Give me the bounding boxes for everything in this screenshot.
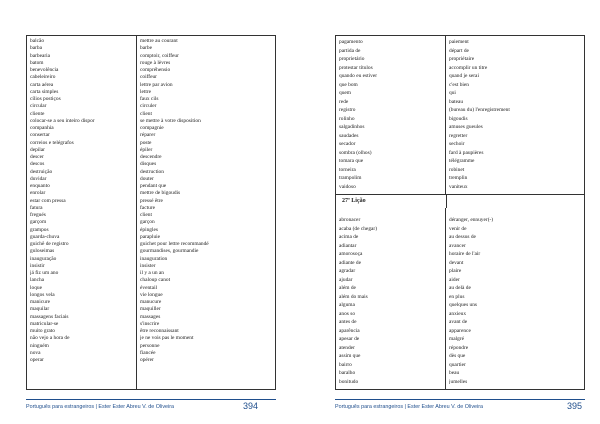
vocab-entry: muito grato <box>30 328 56 334</box>
vocab-entry: rede <box>339 98 349 105</box>
vocab-entry: bigoudis <box>449 115 468 122</box>
vocab-entry: salgadinhos <box>339 124 365 130</box>
vocab-entry: partida de <box>339 47 361 54</box>
vocab-entry: apparence <box>449 327 471 334</box>
vocab-entry: personne <box>140 342 160 349</box>
vocab-entry: anxieux <box>449 310 467 317</box>
vocab-entry: poste <box>140 139 152 146</box>
vocab-entry: bateau <box>449 98 464 105</box>
vocab-entry: adiante de <box>339 259 361 266</box>
vocab-entry: au dessus de <box>449 234 476 240</box>
vocab-entry: ajudar <box>339 276 353 283</box>
vocab-entry: insistir <box>30 262 45 269</box>
vocab-entry: devant <box>449 259 464 266</box>
vocab-entry: sechoir <box>449 141 465 147</box>
vocab-entry: mettre de bigoudis <box>140 190 181 197</box>
vocab-entry: enquanto <box>30 183 50 189</box>
vocab-entry: longos vela <box>30 291 55 298</box>
vocab-entry: disques <box>140 161 157 168</box>
vocab-entry: cabeleireiro <box>30 74 56 81</box>
vocab-entry: estar com pressa <box>30 197 66 204</box>
vocab-entry: enrolar <box>30 190 46 197</box>
footer-rule <box>26 399 276 400</box>
vocab-entry: barbe <box>140 45 152 52</box>
vocab-entry: inauguration <box>140 255 168 262</box>
vocab-entry: bonitudo <box>339 378 359 385</box>
vocab-entry: loque <box>30 284 42 291</box>
vocab-entry: cílios postiços <box>30 96 61 102</box>
vocab-entry: guichet pour lettre recommandé <box>140 241 209 247</box>
vocab-entry: destruição <box>30 168 53 175</box>
vocab-entry: horaire de l'air <box>449 251 481 257</box>
footer-rule <box>335 399 585 400</box>
vocab-entry: atender <box>339 344 355 351</box>
vocab-entry: lancha <box>30 277 45 284</box>
vocab-entry: comptoir, coiffeur <box>140 52 179 59</box>
vocab-entry: descendre <box>140 154 162 160</box>
column-rule <box>446 194 447 208</box>
vocab-entry: (bureau du) l'enregistrement <box>449 107 510 113</box>
vocab-entry: je ne vois pas le moment <box>140 335 194 342</box>
bottom-section <box>336 208 586 389</box>
vocab-entry: pagamento <box>339 39 363 45</box>
vocab-entry: que bom <box>339 81 358 88</box>
vocab-entry: acima de <box>339 234 359 240</box>
vocab-entry: amuses gueules <box>449 124 483 130</box>
vocab-entry: adiantar <box>339 242 357 249</box>
vocab-entry: réparer <box>140 132 156 139</box>
vocab-entry: parapluie <box>140 233 161 240</box>
vocab-entry: venir de <box>449 225 467 232</box>
vocab-entry: tremplin <box>449 175 468 181</box>
vocab-entry: descos <box>30 161 45 168</box>
vocab-entry: compréhensio <box>140 67 171 73</box>
vocab-entry: insister <box>140 262 156 269</box>
top-section <box>336 36 586 194</box>
vocab-entry: compagnie <box>140 125 164 131</box>
vocab-entry: pressé être <box>140 197 163 204</box>
vocab-entry: carta simples <box>30 88 59 95</box>
vocab-entry: c'est bien <box>449 81 469 88</box>
vocab-entry: accomplir un titre <box>449 64 488 71</box>
vocab-entry: grampos <box>30 226 49 233</box>
vocab-entry: dès que <box>449 353 466 359</box>
vocab-entry: il y a un an <box>140 270 164 276</box>
vocab-entry: garçom <box>30 219 47 226</box>
vocab-entry: chaloup canot <box>140 277 171 284</box>
vocab-entry: épingles <box>140 226 158 233</box>
vocab-entry: circuler <box>140 103 157 110</box>
vocab-entry: agradar <box>339 268 356 274</box>
vocab-entry: secador <box>339 141 356 147</box>
vocab-entry: fiancée <box>140 349 156 356</box>
vocab-entry: nova <box>30 349 41 356</box>
vocab-entry: regretter <box>449 132 468 139</box>
vocab-entry: vaidoso <box>339 183 356 190</box>
vocab-entry: destruction <box>140 168 164 175</box>
vocab-entry: sombra (olhos) <box>339 149 372 156</box>
vocab-entry: maquilar <box>30 306 50 313</box>
vocab-entry: jumelles <box>449 378 468 385</box>
vocab-entry: operar <box>30 357 44 363</box>
vocab-entry: propriétaire <box>449 56 475 62</box>
vocab-entry: torneira <box>339 166 356 173</box>
vocab-entry: não vejo a hora de <box>30 335 70 342</box>
portuguese-column <box>27 36 137 389</box>
vocab-entry: correios e telégrafos <box>30 139 74 146</box>
vocab-entry: maquiller <box>140 306 161 313</box>
vocab-entry: cliente <box>30 110 45 117</box>
vocab-entry: abronacer <box>339 217 361 223</box>
vocab-entry: baralho <box>339 370 356 376</box>
vocab-entry: paiement <box>449 39 469 45</box>
vocab-entry: massages <box>140 313 161 320</box>
vocab-entry: mettre au courant <box>140 38 178 44</box>
vocab-entry: quand je serai <box>449 73 479 79</box>
vocab-entry: vaniteux <box>449 183 468 190</box>
vocab-entry: guarda-chuva <box>30 233 60 240</box>
vocab-entry: fregués <box>30 212 46 218</box>
vocab-entry: depilar <box>30 146 45 153</box>
vocab-entry: descer <box>30 154 44 160</box>
vocab-entry: protestar títulos <box>339 64 373 71</box>
vocab-entry: trampolim <box>339 175 362 181</box>
page-number: 394 <box>243 401 259 411</box>
vocabulary-table-right <box>335 35 585 390</box>
vocab-entry: circular <box>30 103 47 110</box>
french-column <box>137 36 275 389</box>
vocab-entry: lettre par avion <box>140 81 173 88</box>
vocab-entry: fard à paupières <box>449 149 484 156</box>
vocab-entry: registro <box>339 107 356 113</box>
vocab-entry: assim que <box>339 353 361 359</box>
vocab-entry: bairro <box>339 361 352 368</box>
vocab-entry: douter <box>140 175 154 182</box>
vocab-entry: garçon <box>140 219 155 226</box>
vocab-entry: companhia <box>30 125 54 131</box>
vocab-entry: além de <box>339 285 356 291</box>
vocab-entry: matricular-se <box>30 320 59 327</box>
vocab-entry: alguma <box>339 302 355 308</box>
vocab-entry: benevolência <box>30 67 59 73</box>
vocab-entry: manicure <box>30 299 51 305</box>
vocab-entry: client <box>140 110 152 117</box>
vocab-entry: facture <box>140 204 155 211</box>
vocab-entry: avancer <box>449 242 466 249</box>
vocab-entry: rouge à lèvres <box>140 59 171 66</box>
vocab-entry: além do mais <box>339 293 368 300</box>
lesson-title: 27ª Lição <box>342 198 366 204</box>
vocab-entry: anos so <box>339 310 356 317</box>
vocab-entry: tomara que <box>339 158 364 164</box>
vocab-entry: coiffeur <box>140 74 157 81</box>
vocab-entry: se mettre à votre disposition <box>140 117 201 124</box>
vocab-entry: lettre <box>140 88 152 95</box>
vocab-entry: vie longue <box>140 291 163 298</box>
vocab-entry: au delà de <box>449 285 471 291</box>
vocab-entry: être reconnaissant <box>140 328 179 334</box>
vocab-entry: télégramme <box>449 158 475 164</box>
vocab-entry: ninguém <box>30 342 49 349</box>
vocab-entry: proprietário <box>339 56 365 62</box>
vocab-entry: en plus <box>449 293 465 300</box>
vocab-entry: batom <box>30 59 44 66</box>
vocab-entry: gourmandises, gourmandie <box>140 248 199 255</box>
section-divider <box>336 194 584 195</box>
vocab-entry: s'inscrire <box>140 320 160 327</box>
vocab-entry: robinet <box>449 166 465 173</box>
vocabulary-table-left <box>26 35 276 390</box>
footer-text: Português para estrangeiros | Ester Ester Abreu V. de Oliveira <box>26 404 175 410</box>
vocab-entry: quelques uns <box>449 302 477 308</box>
vocab-entry: avant de <box>449 319 468 325</box>
vocab-entry: carta aérea <box>30 81 54 88</box>
vocab-entry: faux cils <box>140 96 159 102</box>
vocab-entry: duvidar <box>30 175 47 182</box>
vocab-entry: apesar de <box>339 336 360 342</box>
vocab-entry: antes de <box>339 319 357 325</box>
vocab-entry: guloseimas <box>30 248 55 255</box>
vocab-entry: aider <box>449 276 460 283</box>
french-column <box>446 208 586 389</box>
vocab-entry: barbearia <box>30 52 51 59</box>
vocab-entry: amorosoça <box>339 251 363 257</box>
vocab-entry: malgré <box>449 336 464 342</box>
vocab-entry: inauguração <box>30 255 57 262</box>
vocab-entry: já fiz um ano <box>30 270 59 276</box>
vocab-entry: balcão <box>30 38 45 44</box>
vocab-entry: consertar <box>30 132 50 139</box>
portuguese-column <box>336 36 446 194</box>
vocab-entry: colocar-se a seu inteiro dispor <box>30 117 95 124</box>
vocab-entry: aparência <box>339 327 360 334</box>
portuguese-column <box>336 208 446 389</box>
vocab-entry: répondre <box>449 344 469 351</box>
vocab-entry: éventail <box>140 284 158 291</box>
vocab-entry: fatura <box>30 204 43 211</box>
vocab-entry: saudades <box>339 132 359 139</box>
vocab-entry: quando eu estiver <box>339 73 378 79</box>
vocab-entry: opérer <box>140 357 154 363</box>
french-column <box>446 36 586 194</box>
vocab-entry: barba <box>30 45 42 52</box>
vocab-entry: client <box>140 212 152 218</box>
footer-text: Português para estrangeiros | Ester Ester Abreu V. de Oliveira <box>335 404 484 410</box>
vocab-entry: guichê de registro <box>30 241 69 247</box>
vocab-entry: acaba (de chegar) <box>339 225 378 232</box>
vocab-entry: plaire <box>449 268 462 274</box>
page-number: 395 <box>567 401 583 411</box>
vocab-entry: déranger, ennuyer(-) <box>449 217 494 223</box>
vocab-entry: épiler <box>140 146 153 153</box>
vocab-entry: massagens faciais <box>30 313 69 320</box>
vocab-entry: quem <box>339 90 351 96</box>
vocab-entry: manucure <box>140 299 162 305</box>
vocab-entry: pendant que <box>140 183 167 189</box>
vocab-entry: rolinho <box>339 115 355 122</box>
vocab-entry: départ de <box>449 47 469 54</box>
vocab-entry: beau <box>449 370 460 376</box>
vocab-entry: quartier <box>449 361 466 368</box>
vocab-entry: qui <box>449 90 456 96</box>
